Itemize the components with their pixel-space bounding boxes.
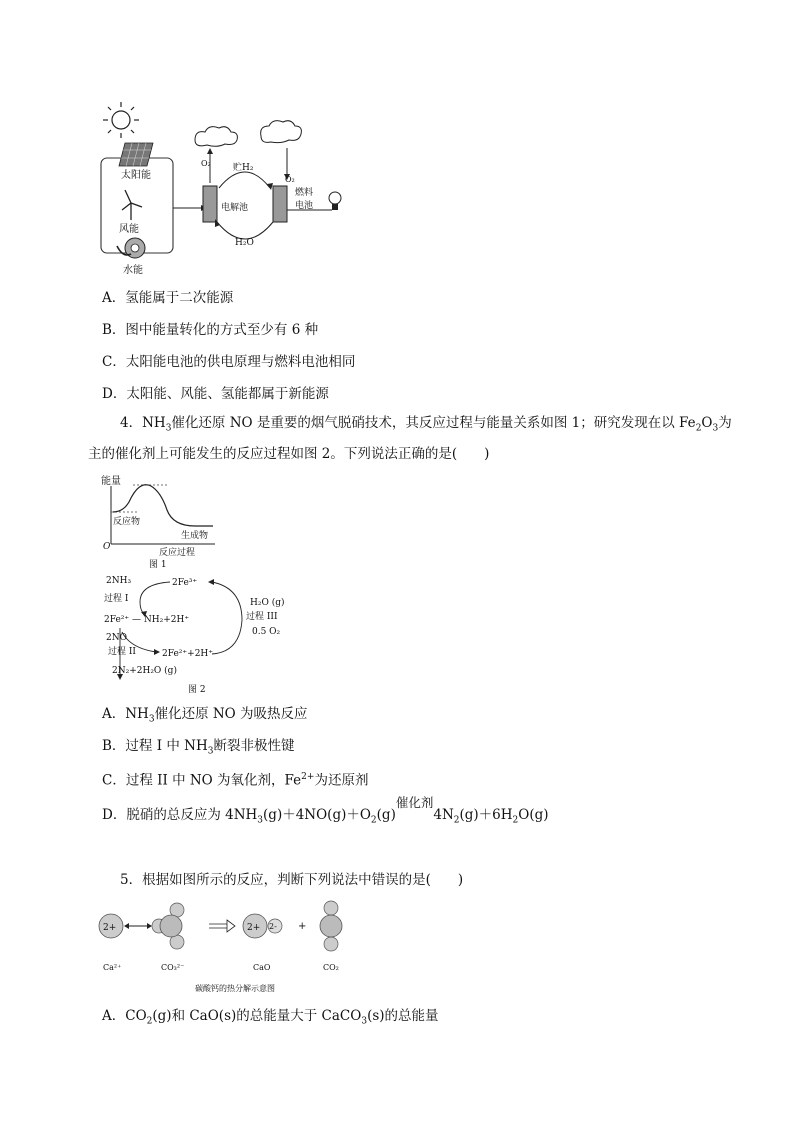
q5-stem: 5．根据如图所示的反应，判断下列说法中错误的是( ): [120, 872, 464, 888]
q3-option-d: D．太阳能、风能、氢能都属于新能源: [102, 386, 329, 402]
h2o-label: H₂O: [235, 238, 254, 248]
q3-option-c: C．太阳能电池的供电原理与燃料电池相同: [102, 354, 356, 370]
electrolysis-label: 电解池: [221, 203, 249, 213]
ca-ion-charge: 2+: [103, 923, 117, 933]
label-ca-ion: Ca²⁺: [103, 963, 122, 972]
cao-o-charge: 2-: [269, 922, 277, 931]
fig2-nh3: 2NH₃: [106, 576, 132, 586]
wind-label: 风能: [119, 224, 139, 235]
cao-ca-charge: 2+: [247, 923, 261, 933]
fig2-n2: 2N₂+2H₂O (g): [112, 666, 177, 676]
fig1-caption: 图 1: [149, 560, 167, 570]
water-wheel-icon: [117, 238, 145, 258]
q4-option-d: D．脱硝的总反应为 $4NH_3(g)+4NO(g)+O_2(g)$催化剂$4N_2(g)+6H_2O(g)$: [102, 795, 549, 826]
solar-label: 太阳能: [121, 170, 151, 181]
water-label: 水能: [123, 265, 143, 276]
h2-store-label: 贮H₂: [233, 163, 254, 173]
fig2-caption: 图 2: [188, 685, 206, 695]
light-bulb-icon: [327, 192, 341, 210]
cloud-left-icon: [195, 127, 237, 147]
wind-turbine-icon: [122, 190, 142, 220]
fig2-h2o: H₂O (g): [250, 598, 285, 608]
fig2-fe2-bottom: 2Fe²⁺+2H⁺: [162, 649, 214, 659]
fig2-fe3-top: 2Fe³⁺: [172, 578, 198, 588]
q4-option-b: B．过程 I 中 $NH_3$断裂非极性键: [102, 738, 295, 757]
fig1-product-label: 生成物: [181, 531, 209, 541]
fig1-ylabel: 能量: [101, 476, 121, 487]
reaction-arrow-icon: [209, 920, 235, 932]
fig2-proc2: 过程 II: [108, 647, 136, 657]
figure-2-reaction-cycle: [100, 572, 300, 697]
fig2-o2: 0.5 O₂: [252, 627, 281, 637]
plus-sign: +: [298, 921, 307, 932]
label-co2: CO₂: [323, 963, 339, 972]
fig1-reactant-label: 反应物: [113, 517, 141, 527]
figure-5-decomposition: [95, 898, 385, 998]
fig2-proc1: 过程 I: [104, 594, 129, 604]
co2-model: [320, 901, 342, 951]
o2-right-label: O₂: [285, 175, 295, 184]
co3-ion-model: [152, 903, 184, 949]
cloud-right-icon: [261, 121, 302, 143]
fuel-cell: [273, 186, 287, 222]
q4-option-a: A．$NH_3$催化还原 NO 为吸热反应: [102, 706, 308, 725]
q3-option-b: B．图中能量转化的方式至少有 6 种: [102, 322, 319, 338]
fig2-fe2-mid: 2Fe²⁺ — NH₂+2H⁺: [104, 615, 190, 625]
q4-stem-line-2: 主的催化剂上可能发生的反应过程如图 2。下列说法正确的是( ): [88, 446, 490, 462]
fig1-xlabel: 反应过程: [159, 548, 196, 558]
fig2-no: 2NO: [106, 633, 127, 643]
fuel-cell-label-1: 燃料: [295, 188, 314, 198]
label-cao: CaO: [253, 963, 271, 972]
energy-cycle-figure: [95, 98, 365, 278]
q4-stem-line-1: 4．$NH_3$催化还原 NO 是重要的烟气脱硝技术，其反应过程与能量关系如图 1；研究发现在以 $Fe_2O_3$为: [120, 415, 732, 434]
label-co3-ion: CO₃²⁻: [161, 963, 185, 972]
figure-1-energy-profile: [95, 472, 225, 570]
q5-option-a: A．$CO_2(g)$和 CaO(s)的总能量大于 CaCO$_3$(s)的总能量: [102, 1008, 439, 1027]
sun-icon: [103, 102, 139, 138]
fig5-caption: 碳酸钙的热分解示意图: [195, 984, 275, 993]
q4-option-c: C．过程 II 中 NO 为氧化剂，$Fe^{2+}$为还原剂: [102, 772, 369, 789]
solar-panel-icon: [119, 143, 153, 166]
o2-left-label: O₂: [201, 159, 211, 168]
fig1-origin: O: [103, 542, 111, 552]
catalyst-label: 催化剂: [395, 795, 434, 810]
electrolysis-cell: [203, 186, 217, 222]
fig2-proc3: 过程 III: [246, 612, 278, 622]
q3-option-a: A．氢能属于二次能源: [102, 290, 234, 306]
fuel-cell-label-2: 电池: [295, 201, 314, 211]
